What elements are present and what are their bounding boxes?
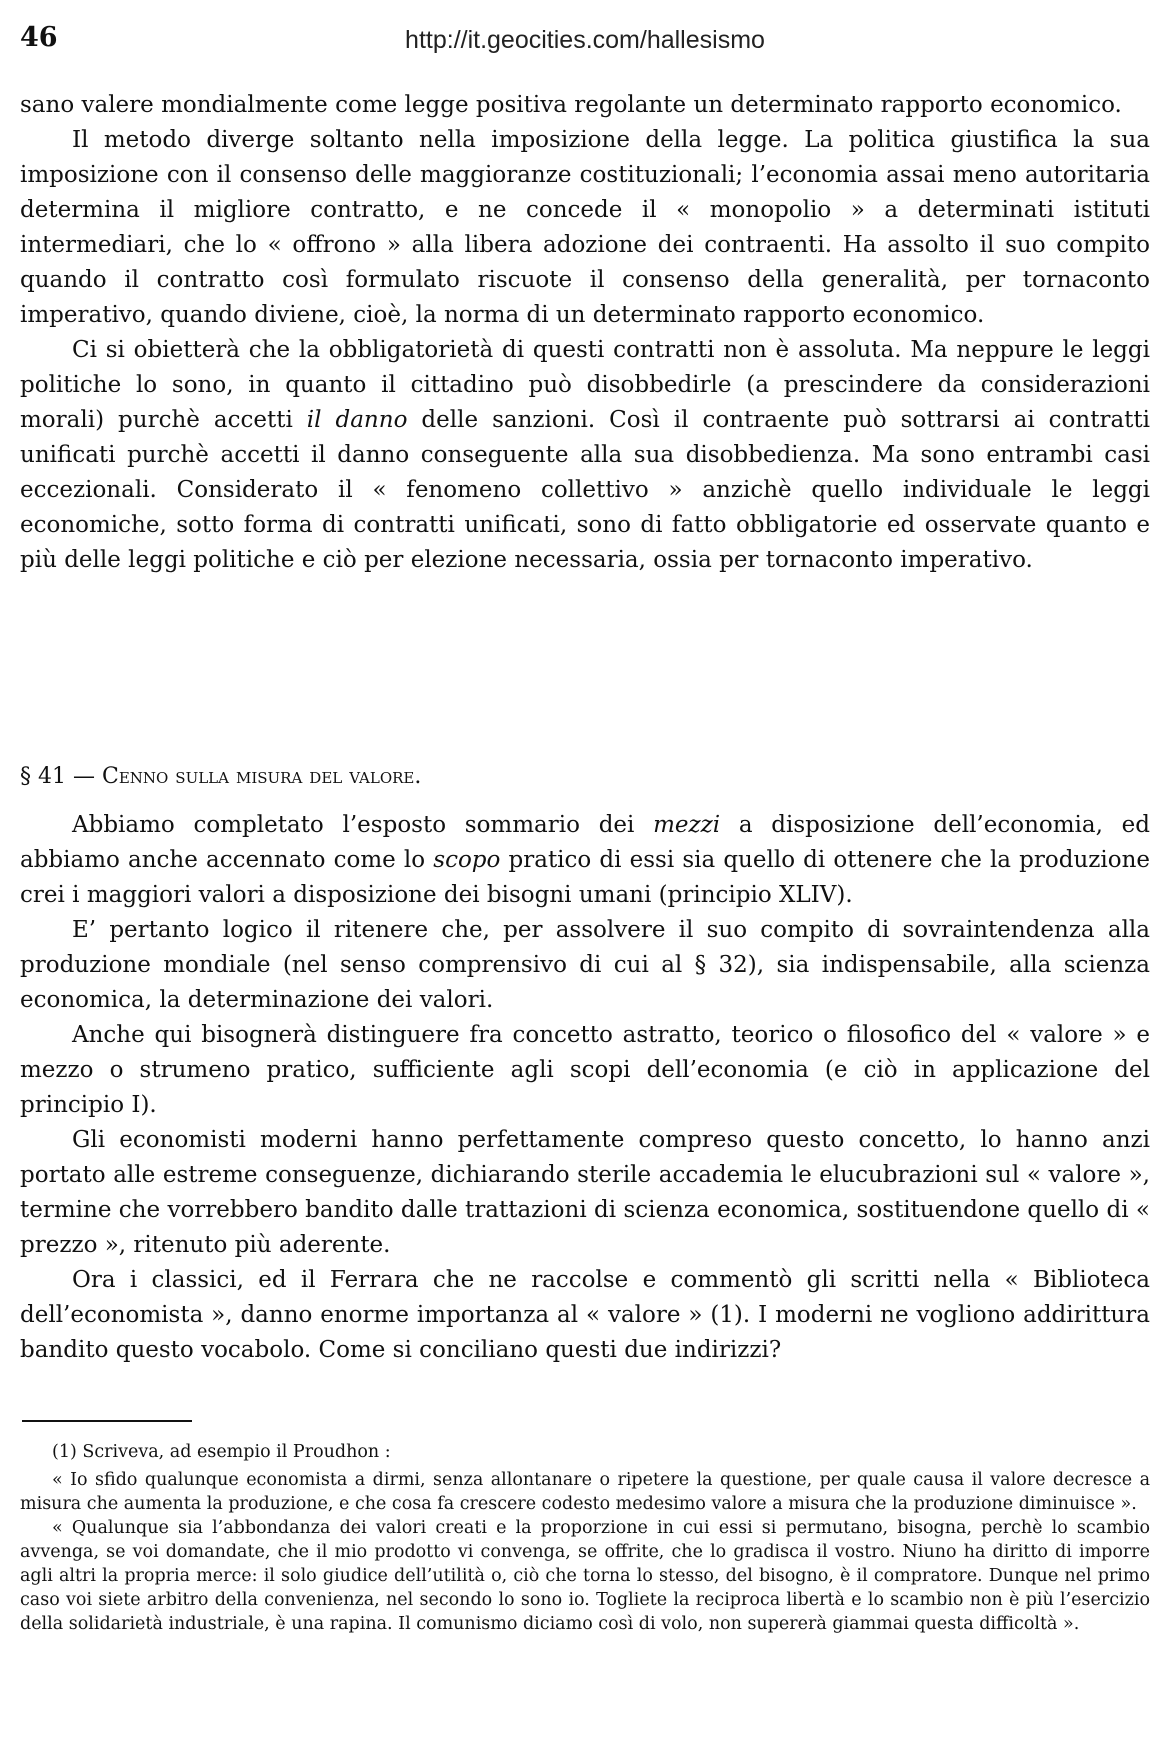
section-number: § 41 — xyxy=(20,764,95,789)
text-run: delle sanzioni. Così il contraente può sottrarsi ai contratti unificati purchè accetti il danno conseguente alla sua disobbedienza. Ma sono entrambi casi eccezionali. Considerato il « fenomeno collettivo » anzichè quello individuale le leggi economiche, sotto forma di contratti unificati, sono di fatto obbligatorie ed osservate quanto e più delle leggi politiche e ciò per elezione necessaria, ossia per tornaconto imperativo. xyxy=(20,407,1151,573)
footnotes xyxy=(20,1440,1150,1636)
footnote-quote: « Io sfido qualunque economista a dirmi, senza allontanare o ripetere la questione, per quale causa il valore decresce a misura che aumenta la produzione, e che cosa fa crescere codesto medesimo valore a misura che la produzione diminuisce ». xyxy=(20,1470,1150,1514)
paragraph: sano valere mondialmente come legge positiva regolante un determinato rapporto economico. xyxy=(20,92,1122,118)
text-run: Ci si obietterà che la obbligatorietà di questi contratti non è assoluta. Ma neppure le leggi politiche lo sono, in quanto il cittadino può disobbedirle (a prescindere da considerazioni morali) purchè accetti xyxy=(20,337,1150,433)
footnote-quote: « Qualunque sia l’abbondanza dei valori creati e la proporzione in cui essi si permutano, bisogna, perchè lo scambio avvenga, se voi domandate, che il mio prodotto vi convenga, se offrite, che lo gradisca il vostro. Niuno ha diritto di imporre agli altri la propria merce: il solo giudice dell’utilità o, ciò che torna lo stesso, del bisogno, è il compratore. Dunque nel primo caso voi siete arbitro della convenienza, nel secondo lo sono io. Togliete la reciproca libertà e lo scambio non è più l’esercizio della solidarietà industriale, è una rapina. Il comunismo diciamo così di volo, non supererà giammai questa difficoltà ». xyxy=(20,1518,1150,1634)
text-run: pratico di essi sia quello di ottenere che la produzione crei i maggiori valori a disposizione dei bisogni umani (principio XLIV). xyxy=(20,847,1150,908)
paragraph: Gli economisti moderni hanno perfettamente compreso questo concetto, lo hanno anzi portato alle estreme conseguenze, dichiarando sterile accademia le elucubrazioni sul « valore », termine che vorrebbero bandito dalle trattazioni di scienza economica, sostituendone quello di « prezzo », ritenuto più aderente. xyxy=(20,1127,1150,1258)
paragraph xyxy=(20,333,1150,578)
footnote-head: (1) Scriveva, ad esempio il Proudhon : xyxy=(52,1442,391,1462)
footnote-divider xyxy=(22,1420,192,1422)
italic-text: il danno xyxy=(306,407,408,433)
section-body xyxy=(20,808,1150,1368)
text-run: a disposizione dell’economia, ed abbiamo anche accennato come lo xyxy=(20,812,1150,873)
text-run: Abbiamo completato l’esposto sommario dei xyxy=(72,812,654,838)
page-number: 46 xyxy=(20,22,58,53)
section-title: Cenno sulla misura del valore. xyxy=(101,764,422,789)
source-url: http://it.geocities.com/hallesismo xyxy=(405,26,765,54)
paragraph: Il metodo diverge soltanto nella imposizione della legge. La politica giustifica la sua imposizione con il consenso delle maggioranze costituzionali; l’economia assai meno autoritaria determina il migliore contratto, e ne concede il « monopolio » a determinati istituti intermediari, che lo « offrono » alla libera adozione dei contraenti. Ha assolto il suo compito quando il contratto così formulato riscuote il consenso della generalità, per tornaconto imperativo, quando diviene, cioè, la norma di un determinato rapporto economico. xyxy=(20,127,1150,328)
paragraph: Ora i classici, ed il Ferrara che ne raccolse e commentò gli scritti nella « Biblioteca dell’economista », danno enorme importanza al « valore » (1). I moderni ne vogliono addirittura bandito questo vocabolo. Come si conciliano questi due indirizzi? xyxy=(20,1267,1150,1363)
paragraph: E’ pertanto logico il ritenere che, per assolvere il suo compito di sovraintendenza alla produzione mondiale (nel senso comprensivo di cui al § 32), sia indispensabile, alla scienza economica, la determinazione dei valori. xyxy=(20,917,1150,1013)
paragraph: Anche qui bisognerà distinguere fra concetto astratto, teorico o filosofico del « valore » e mezzo o strumeno pratico, sufficiente agli scopi dell’economia (e ciò in applicazione del principio I). xyxy=(20,1022,1150,1118)
page-header xyxy=(20,22,1150,62)
paragraph xyxy=(20,808,1150,913)
italic-text: mezzi xyxy=(653,812,721,838)
section-heading xyxy=(20,762,1150,792)
italic-text: scopo xyxy=(433,847,501,873)
body-text-top xyxy=(20,88,1150,578)
